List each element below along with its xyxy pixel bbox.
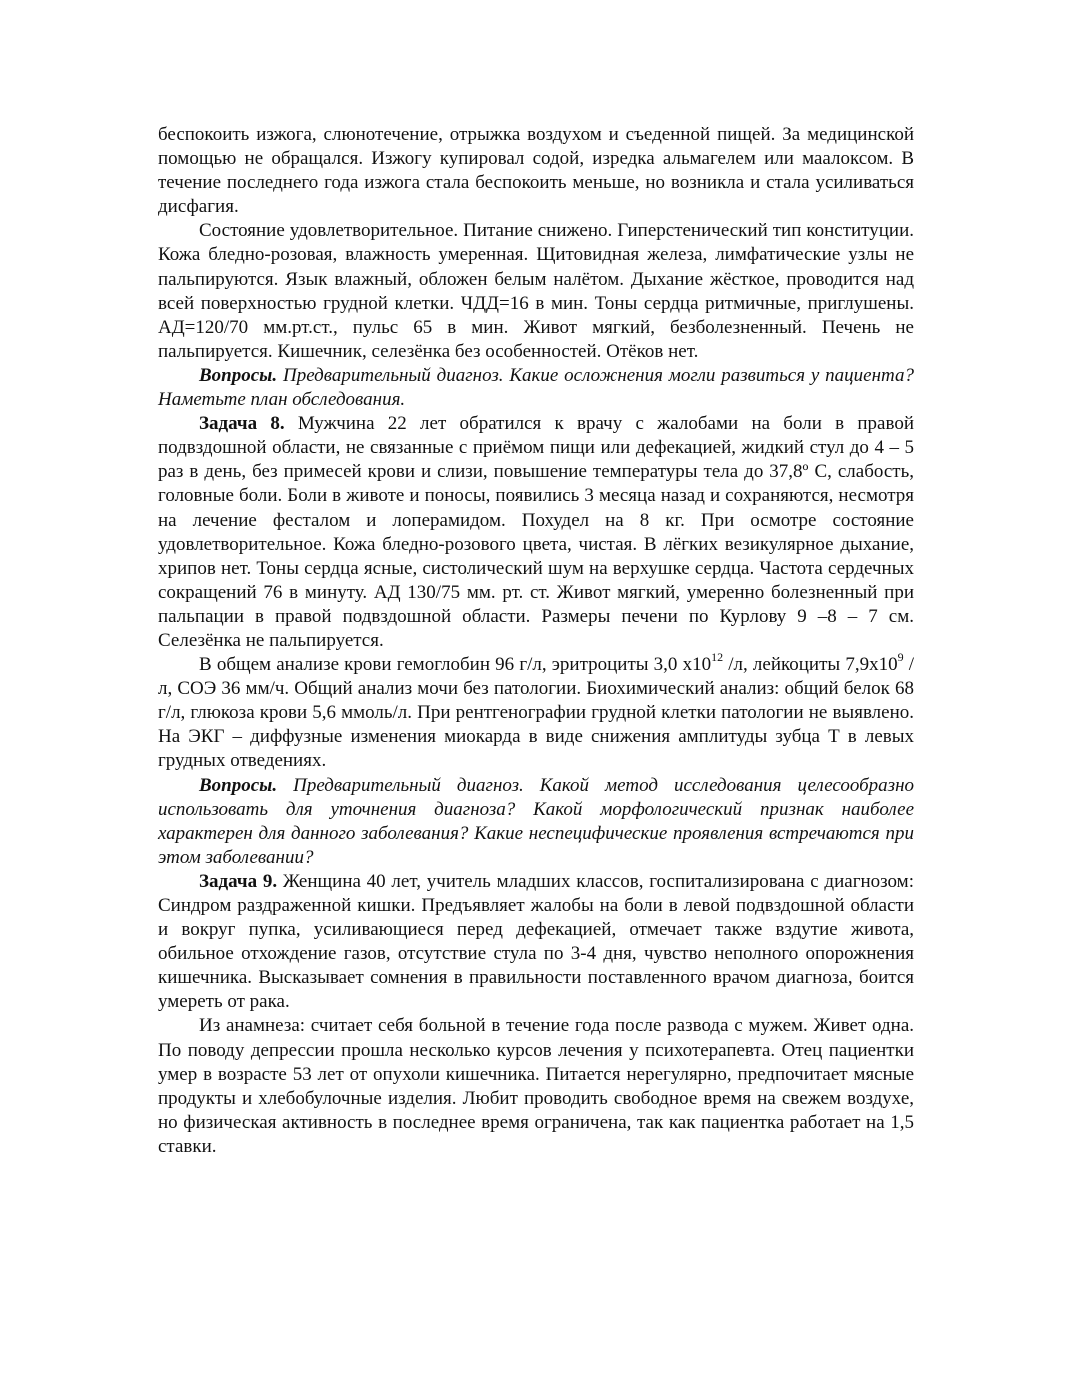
paragraph-questions-7 xyxy=(158,364,914,412)
lab-superscript-9: 9 xyxy=(897,649,904,664)
task-8-label: Задача 8. xyxy=(199,413,285,435)
paragraph-task-9 xyxy=(158,870,914,1015)
paragraph-lab-results xyxy=(158,649,915,773)
paragraph-anamnesis: Из анамнеза: считает себя больной в течение года после развода с мужем. Живет одна. По поводу депрессии прошла несколько курсов лечения у психотерапевта. Отец пациентки умер в возрасте 53 лет от опухоли кишечника. Питается нерегулярно, предпочитает мясные продукты и хлебобулочные изделия. Любит проводить свободное время на свежем воздухе, но физическая активность в последнее время ограничена, так как пациентка работает на 1,5 ставки. xyxy=(158,1015,914,1157)
lab-text-c: /л, СОЭ 36 мм/ч. Общий анализ мочи без патологии. Биохимический анализ: общий белок 68 г/л, глюкоза крови 5,6 ммоль/л. При рентгенографии грудной клетки патологии не выявлено. На ЭКГ – диффузные изменения миокарда в виде снижения амплитуды зубца Т в левых грудных отведениях. xyxy=(158,654,915,772)
task-8-text: Мужчина 22 лет обратился к врачу с жалобами на боли в правой подвздошной области, не связанные с приёмом пищи или дефекацией, жидкий стул до 4 – 5 раз в день, без примесей крови и слизи, повышение температуры тела до 37,8º С, слабость, головные боли. Боли в животе и поносы, появились 3 месяца назад и сохраняются, несмотря на лечение фесталом и лоперамидом. Похудел на 8 кг. При осмотре состояние удовлетворительное. Кожа бледно-розового цвета, чистая. В лёгких везикулярное дыхание, хрипов нет. Тоны сердца ясные, систолический шум на верхушке сердца. Частота сердечных сокращений 76 в минуту. АД 130/75 мм. рт. ст. Живот мягкий, умеренно болезненный при пальпации в правой подвздошной области. Размеры печени по Курлову 9 –8 – 7 см. Селезёнка не пальпируется. xyxy=(158,413,914,651)
questions-text: Предварительный диагноз. Какие осложнения могли развиться у пациента? Наметьте план обследования. xyxy=(158,364,914,411)
lab-superscript-12: 12 xyxy=(711,649,724,664)
paragraph-task-8 xyxy=(158,412,914,653)
lab-text-a: В общем анализе крови гемоглобин 96 г/л, эритроциты 3,0 х10 xyxy=(199,654,712,676)
paragraph-history-continued: беспокоить изжога, слюнотечение, отрыжка воздухом и съеденной пищей. За медицинской помощью не обращался. Изжогу купировал содой, изредка альмагелем или маалоксом. В течение последнего года изжога стала беспокоить меньше, но возникла и стала усиливаться дисфагия. xyxy=(158,124,914,218)
document-page xyxy=(158,123,914,1159)
task-9-label: Задача 9. xyxy=(199,870,278,892)
lab-text-b: /л, лейкоциты 7,9х10 xyxy=(723,654,898,676)
questions-text: Предварительный диагноз. Какой метод исследования целесообразно использовать для уточнения диагноза? Какой морфологический признак наиболее характерен для данного заболевания? Какие неспецифические проявления встречаются при этом заболевании? xyxy=(158,774,914,868)
paragraph-status: Состояние удовлетворительное. Питание снижено. Гиперстенический тип конституции. Кожа бледно-розовая, влажность умеренная. Щитовидная железа, лимфатические узлы не пальпируются. Язык влажный, обложен белым налётом. Дыхание жёсткое, проводится над всей поверхностью грудной клетки. ЧДД=16 в мин. Тоны сердца ритмичные, приглушены. АД=120/70 мм.рт.ст., пульс 65 в мин. Живот мягкий, безболезненный. Печень не пальпируется. Кишечник, селезёнка без особенностей. Отёков нет. xyxy=(158,220,914,362)
paragraph-questions-8 xyxy=(158,774,914,870)
questions-label: Вопросы. xyxy=(199,774,278,796)
task-9-text: Женщина 40 лет, учитель младших классов, госпитализирована с диагнозом: Синдром раздраженной кишки. Предъявляет жалобы на боли в левой подвздошной области и вокруг пупка, усиливающиеся перед дефекацией, отмечает также вздутие живота, обильное отхождение газов, отсутствие стула по 3-4 дня, чувство неполного опорожнения кишечника. Высказывает сомнения в правильности поставленного врачом диагноза, боится умереть от рака. xyxy=(158,870,914,1013)
questions-label: Вопросы. xyxy=(199,364,278,386)
